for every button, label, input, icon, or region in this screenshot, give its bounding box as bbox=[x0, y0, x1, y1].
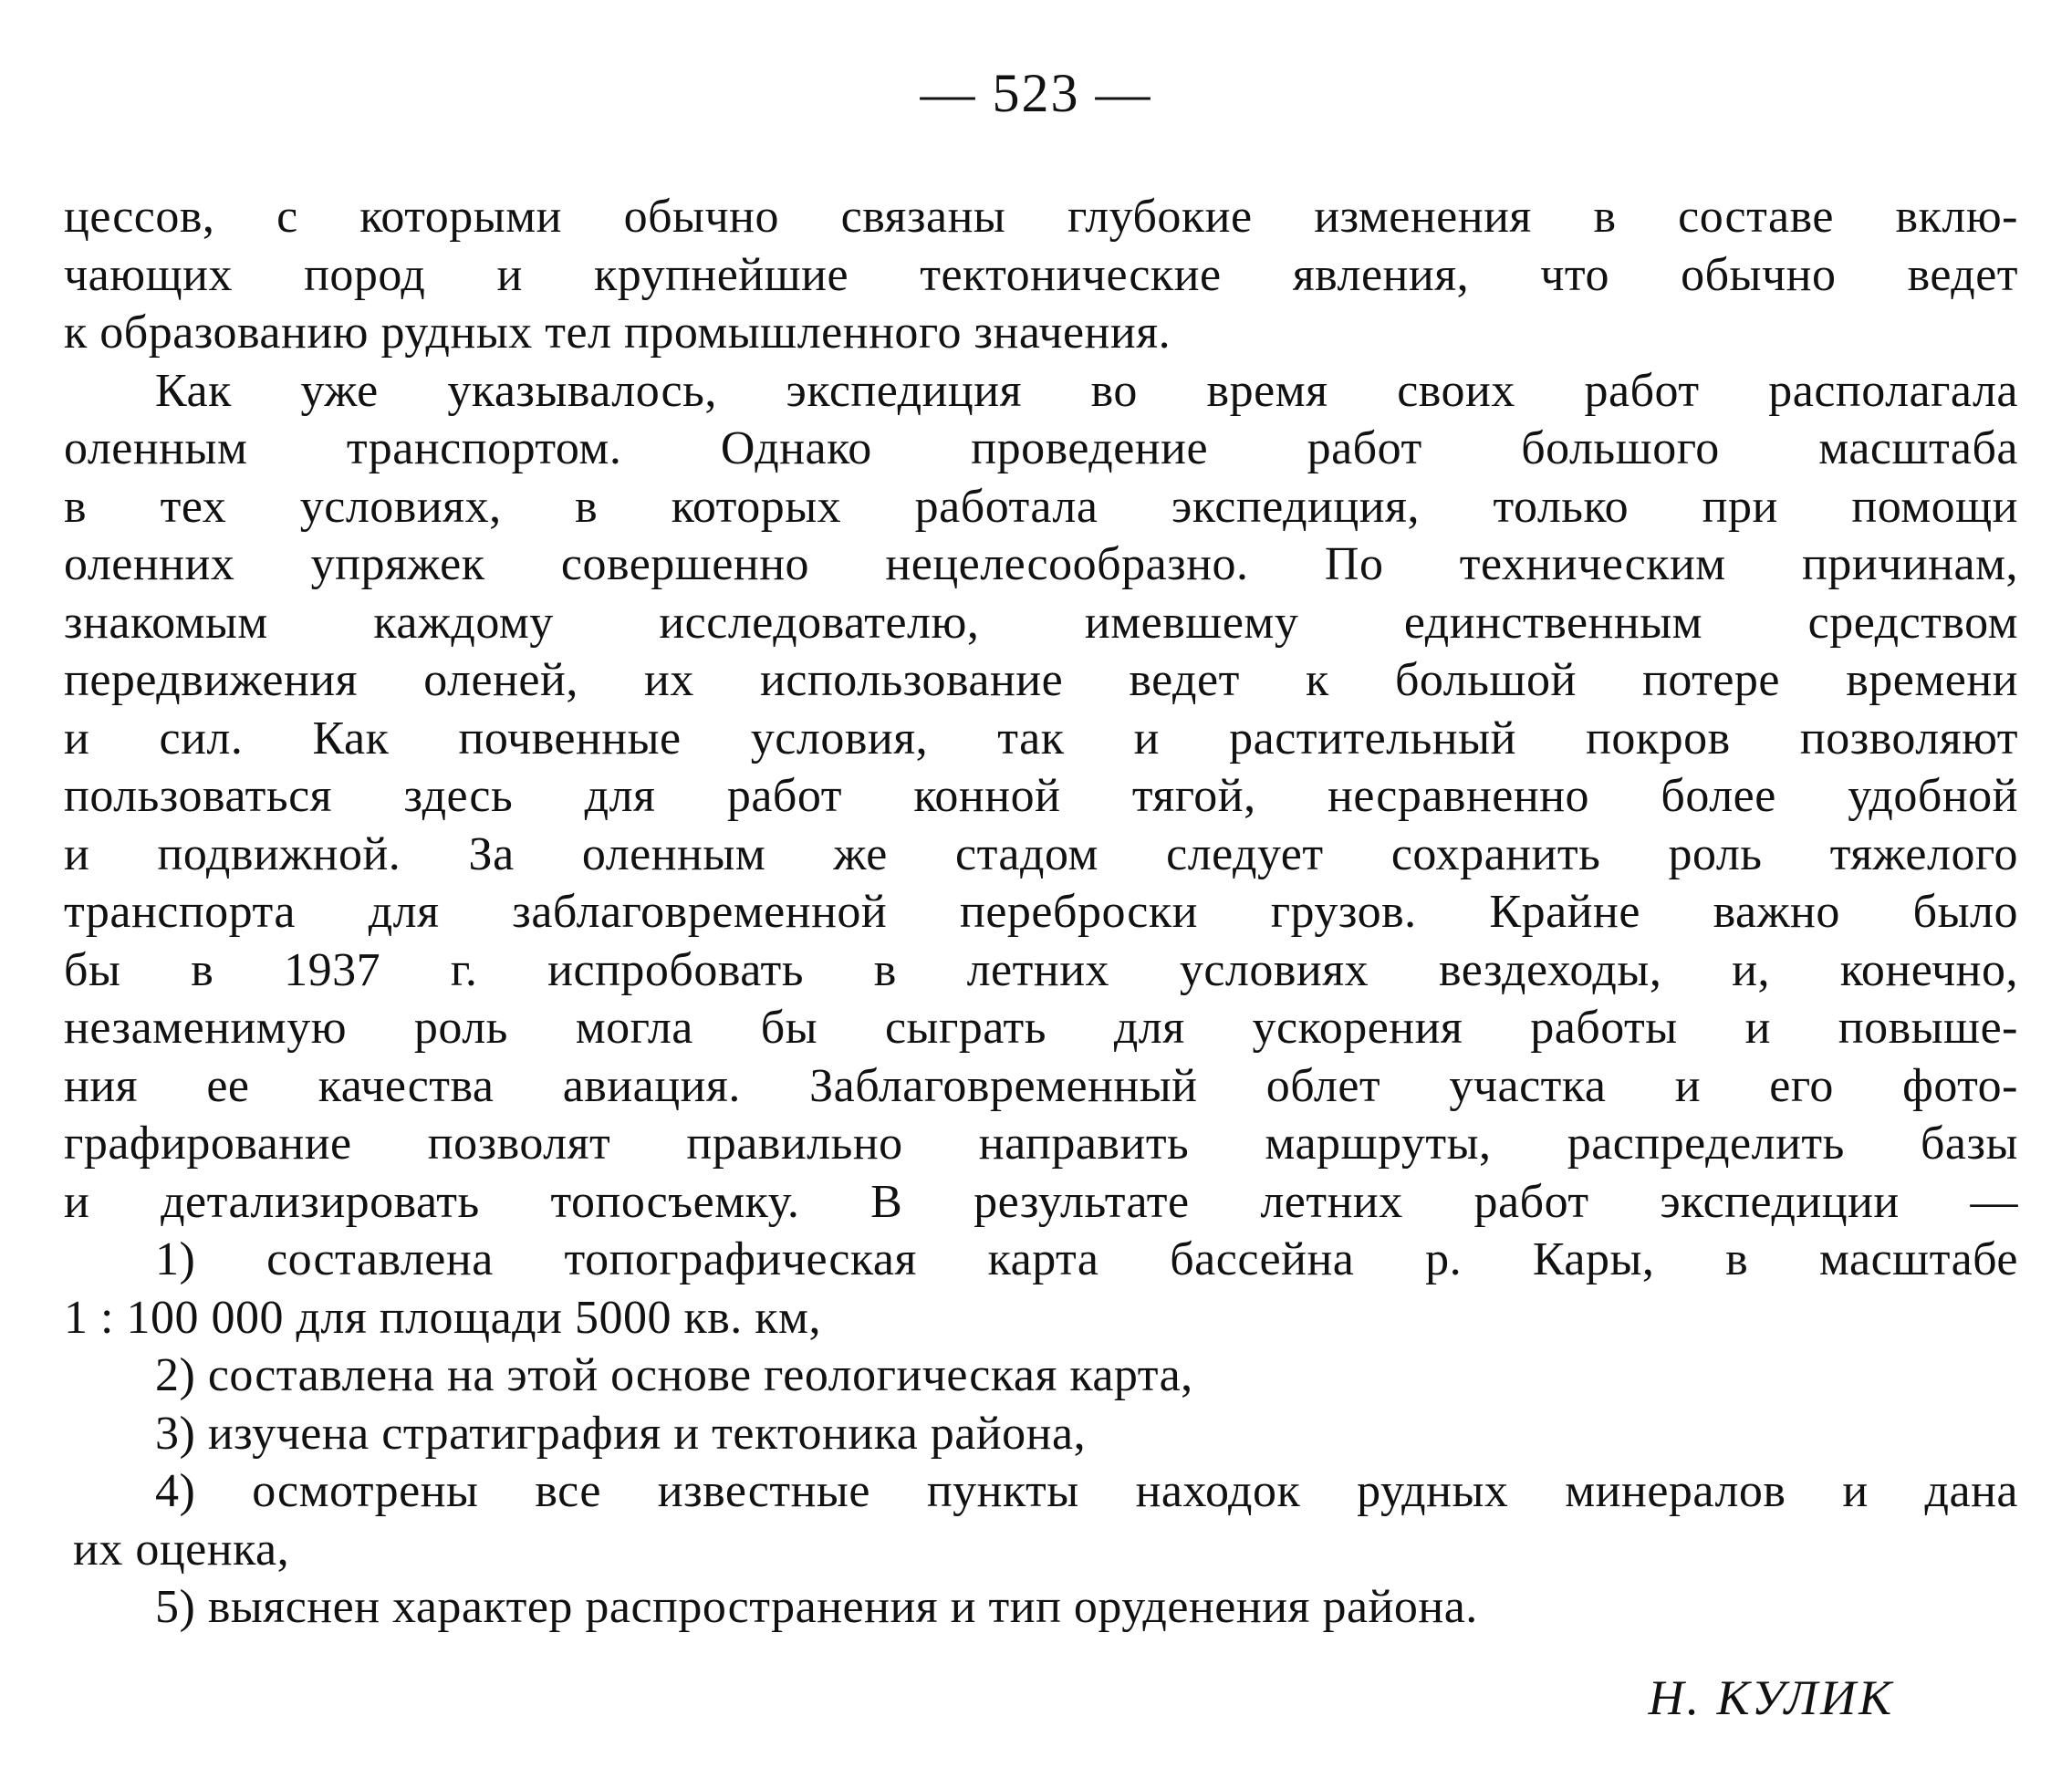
paragraph-2-line: незаменимую роль могла бы сыграть для ускорения работы и повыше- bbox=[64, 1002, 2018, 1054]
result-item-3: 3) изучена стратиграфия и тектоника района, bbox=[155, 1407, 1087, 1460]
body-text bbox=[64, 188, 2018, 1637]
paragraph-2-line: транспорта для заблаговременной переброски грузов. Крайне важно было bbox=[64, 886, 2018, 938]
paragraph-2-line: и подвижной. За оленным же стадом следует сохранить роль тяжелого bbox=[64, 827, 2018, 880]
paragraph-1-line: чающих пород и крупнейшие тектонические явления, что обычно ведет bbox=[64, 248, 2018, 301]
paragraph-2-line: бы в 1937 г. испробовать в летних условиях вездеходы, и, конечно, bbox=[64, 943, 2018, 996]
result-item-5: 5) выяснен характер распространения и тип оруденения района. bbox=[155, 1581, 1478, 1633]
result-item-4-continuation: их оценка, bbox=[73, 1523, 290, 1576]
paragraph-2-line: в тех условиях, в которых работала экспедиция, только при помощи bbox=[64, 480, 2018, 533]
paragraph-1-line: к образованию рудных тел промышленного значения. bbox=[64, 307, 1171, 359]
paragraph-2-line: и сил. Как почвенные условия, так и растительный покров позволяют bbox=[64, 712, 2018, 764]
paragraph-2-line: ния ее качества авиация. Заблаговременный облет участка и его фото- bbox=[64, 1059, 2018, 1112]
paragraph-2-line: и детализировать топосъемку. В результате летних работ экспедиции — bbox=[64, 1175, 2018, 1228]
result-item-2: 2) составлена на этой основе геологическая карта, bbox=[155, 1349, 1193, 1401]
paragraph-2-line: оленным транспортом. Однако проведение работ большого масштаба bbox=[64, 422, 2018, 474]
result-item-4: 4) осмотрены все известные пункты находок рудных минералов и дана bbox=[155, 1465, 2018, 1517]
paragraph-2-line: передвижения оленей, их использование ведет к большой потере времени bbox=[64, 654, 2018, 706]
paragraph-1-line: цессов, с которыми обычно связаны глубокие изменения в составе вклю- bbox=[64, 191, 2018, 243]
result-item-1-continuation: 1 : 100 000 для площади 5000 кв. км, bbox=[64, 1291, 821, 1344]
paragraph-2-line: Как уже указывалось, экспедиция во время своих работ располагала bbox=[155, 364, 2018, 417]
author-signature: Н. КУЛИК bbox=[1648, 1670, 1894, 1725]
result-item-1: 1) составлена топографическая карта бассейна р. Кары, в масштабе bbox=[155, 1233, 2018, 1285]
paragraph-2-line: графирование позволят правильно направить маршруты, распределить базы bbox=[64, 1118, 2018, 1170]
paragraph-2-line: оленних упряжек совершенно нецелесообразно. По техническим причинам, bbox=[64, 538, 2018, 590]
paragraph-2-line: пользоваться здесь для работ конной тягой, несравненно более удобной bbox=[64, 770, 2018, 822]
paragraph-2-line: знакомым каждому исследователю, имевшему единственным средством bbox=[64, 596, 2018, 649]
page-number: — 523 — bbox=[920, 63, 1152, 123]
